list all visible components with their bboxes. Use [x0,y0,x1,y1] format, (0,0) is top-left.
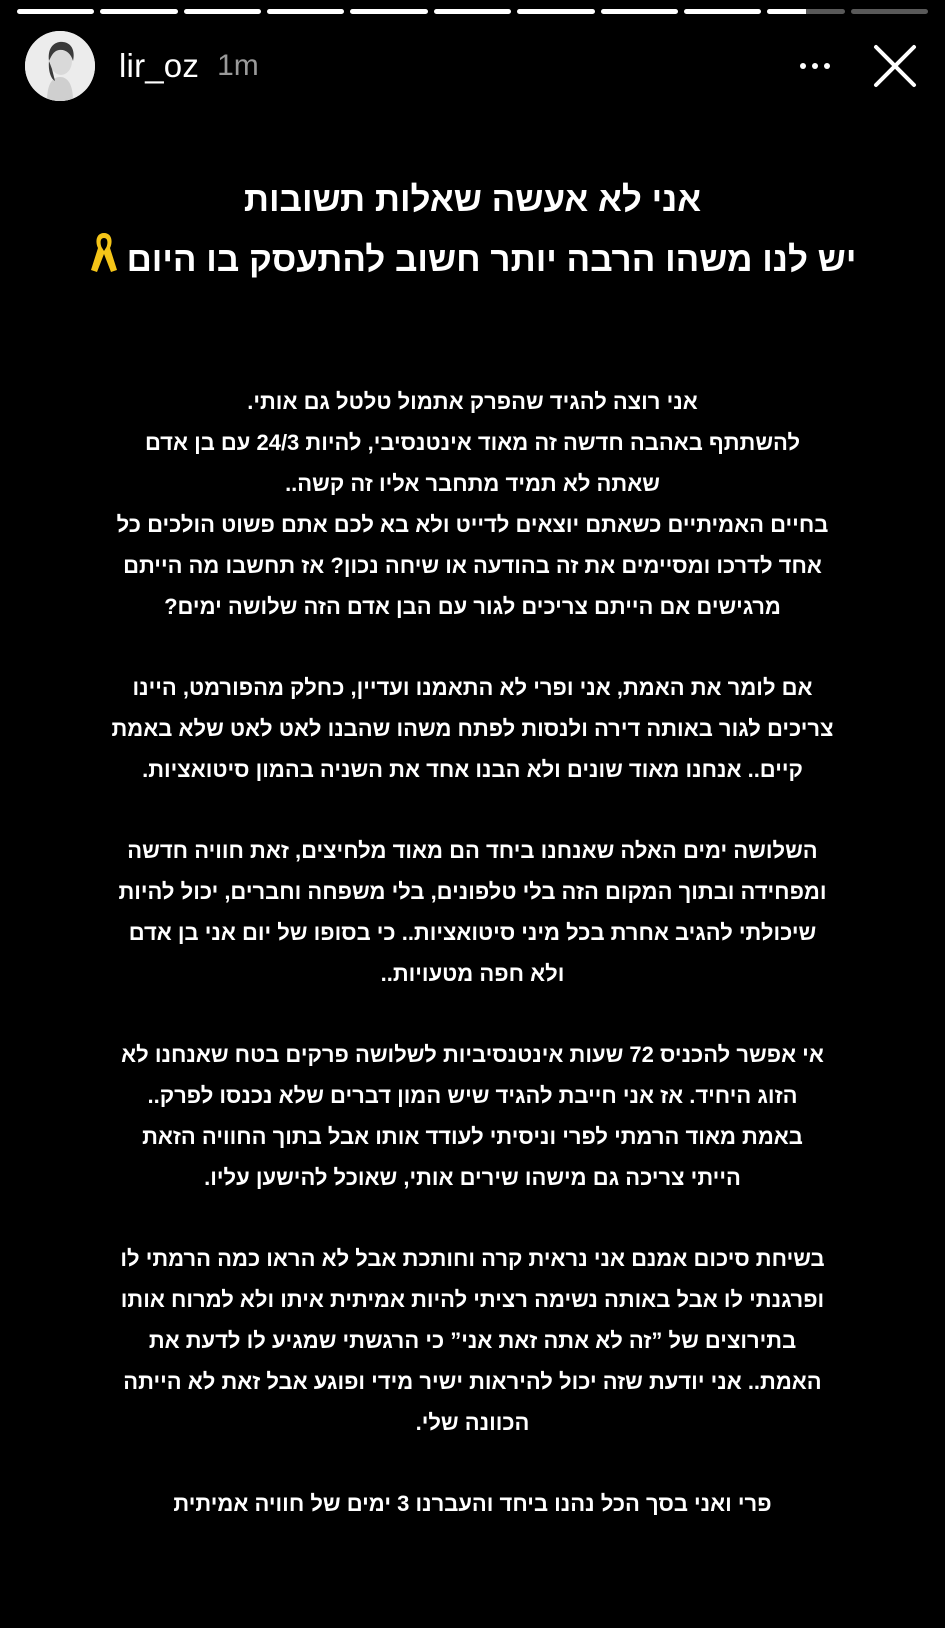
progress-segment [17,9,94,14]
story-headline [20,170,925,293]
post-time: 1m [217,49,259,82]
story-text-line: אם לומר את האמת, אני ופרי לא התאמנו ועדיין, כחלק מהפורמט, היינו [132,675,813,700]
story-header [25,30,920,102]
story-text-line: בחיים האמיתיים כשאתם יוצאים לדייט ולא בא לכם אתם פשוט הולכים כל [116,512,829,537]
story-paragraph [15,667,930,790]
story-text-line: באמת מאוד הרמתי לפרי וניסיתי לעודד אותו אבל בתוך החוויה הזאת [142,1124,803,1149]
story-text-line: ומפחידה ובתוך המקום הזה בלי טלפונים, בלי משפחה וחברים, יכול להיות [118,879,827,904]
story-text-line: אני רוצה להגיד שהפרק אתמול טלטל גם אותי. [247,389,698,414]
story-text-line: הייתי צריכה גם מישהו שירים אותי, שאוכל להישען עליו. [204,1165,741,1190]
story-text-line: קיים.. אנחנו מאוד שונים ולא הבנו אחד את השניה בהמון סיטואציות. [142,757,803,782]
story-progress-bar [17,9,928,14]
progress-segment [851,9,928,14]
story-body [15,381,930,1564]
story-text-line: שאתה לא תמיד מתחבר אליו זה קשה.. [285,471,660,496]
story-text-line: להשתתף באהבה חדשה זה מאוד אינטנסיבי, להיות 24/3 עם בן אדם [144,430,801,455]
story-text-line: האמת.. אני יודעת שזה יכול להיראות ישיר מידי ופוגע אבל זאת לא הייתה [123,1369,822,1394]
story-text-line: ולא חפה מטעויות.. [380,961,565,986]
headline-line: אני לא אעשה שאלות תשובות [243,180,702,219]
story-text-line: מרגישים אם הייתם צריכים לגור עם הבן אדם הזה שלושה ימים? [164,594,781,619]
progress-segment [267,9,344,14]
story-paragraph [15,1034,930,1198]
progress-segment [100,9,177,14]
headline-line: יש לנו משהו הרבה יותר חשוב להתעסק בו היום [20,230,925,293]
username[interactable]: lir_oz [119,47,200,84]
story-text-line: אחד לדרכו ומסיימים את זה בהודעה או שיחה נכון? אז תחשבו מה הייתם [123,553,822,578]
story-text-line: הכוונה שלי. [415,1410,530,1435]
story-paragraph [15,830,930,994]
story-text-line: בשיחת סיכום אמנם אני נראית קרה וחותכת אבל לא הראו כמה הרמתי לו [120,1246,825,1271]
story-text-line: הזוג היחיד. אז אני חייבת להגיד שיש המון דברים שלא נכנסו לפרק.. [147,1083,798,1108]
story-paragraph [15,381,930,627]
story-text-line: צריכים לגור באותה דירה ולנסות לפתח משהו שהבנו לאט לאט שלא באמת [111,716,834,741]
progress-segment [601,9,678,14]
story-text-line: בתירוצים של ”זה לא אתה זאת אני” כי הרגשתי שמגיע לו לדעת את [148,1328,797,1353]
progress-segment [184,9,261,14]
progress-segment [517,9,594,14]
close-icon[interactable] [870,41,920,91]
progress-segment [434,9,511,14]
more-dots-icon[interactable] [790,46,840,86]
progress-segment [350,9,427,14]
avatar[interactable] [25,31,95,101]
story-paragraph [15,1238,930,1443]
story-text-line: שיכולתי להגיב אחרת בכל מיני סיטואציות.. כי בסופו של יום אני בן אדם [128,920,817,945]
story-paragraph [15,1483,930,1524]
progress-segment [684,9,761,14]
progress-segment [767,9,844,14]
story-text-line: השלושה ימים האלה שאנחנו ביחד הם מאוד מלחיצים, זאת חוויה חדשה [127,838,818,863]
story-text-line: אי אפשר להכניס 72 שעות אינטנסיביות לשלושה פרקים בטח שאנחנו לא [121,1042,824,1067]
story-text-line: ופרגנתי לו אבל באותה נשימה רציתי להיות אמיתית איתו ולא למרוח אותו [120,1287,825,1312]
avatar-portrait-icon [25,31,95,101]
story-text-line: פרי ואני בסך הכל נהנו ביחד והעברנו 3 ימים של חוויה אמיתית [173,1491,772,1516]
yellow-ribbon-icon [89,230,119,293]
